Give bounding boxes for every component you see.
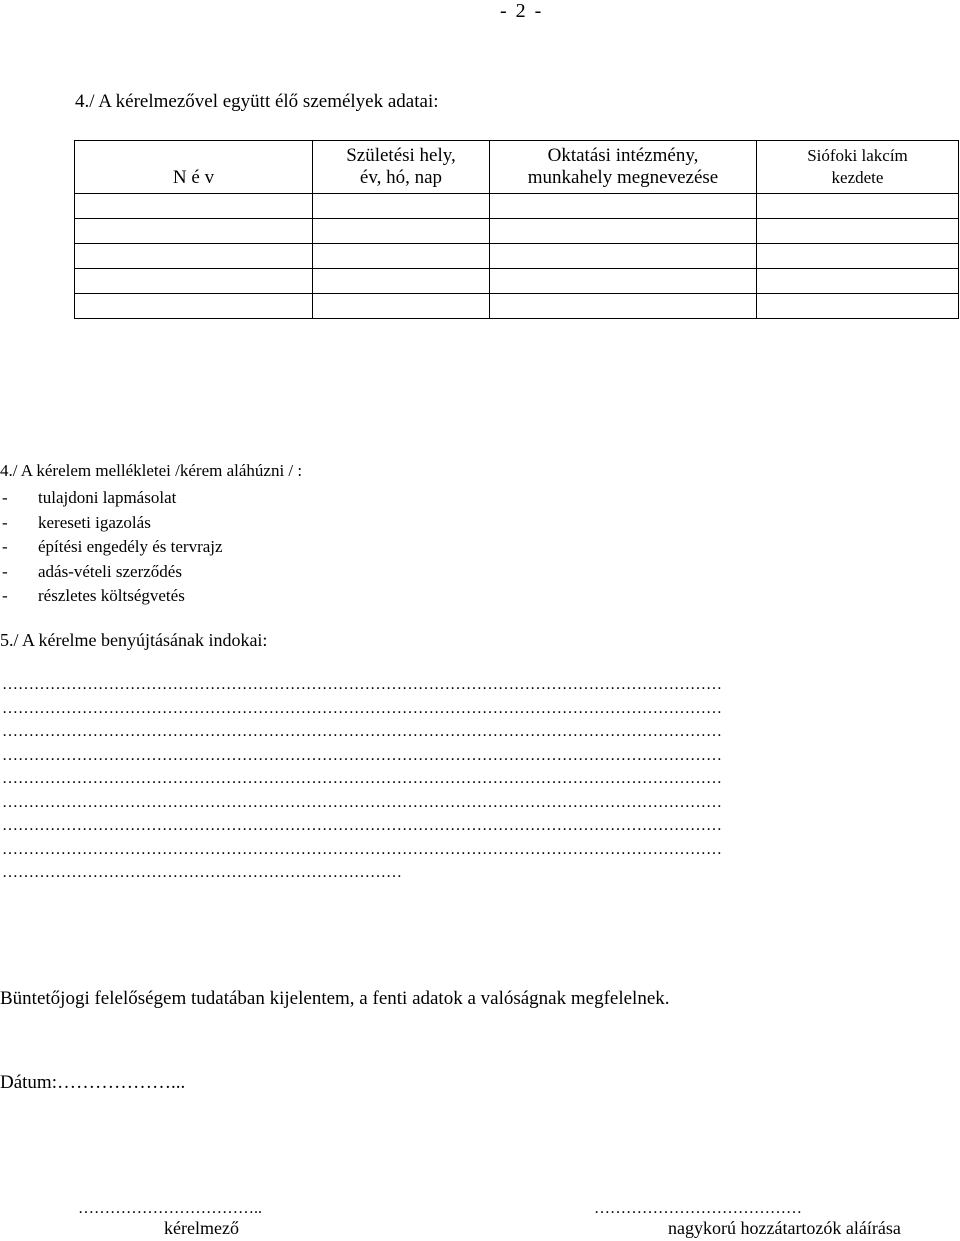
list-item-text: tulajdoni lapmásolat	[38, 488, 177, 507]
table-cell[interactable]	[757, 219, 959, 244]
list-item-text: építési engedély és tervrajz	[38, 537, 223, 556]
table-cell[interactable]	[75, 294, 313, 319]
table-cell[interactable]	[490, 269, 757, 294]
dotted-line[interactable]: …………………………………………………………………	[2, 864, 402, 881]
table-row	[75, 219, 959, 244]
dotted-line[interactable]: ………………………………………………………………………………………………………………………	[2, 699, 722, 717]
applicant-label: kérelmező	[164, 1218, 239, 1238]
table-cell[interactable]	[490, 219, 757, 244]
list-item[interactable]	[0, 584, 223, 609]
table-row	[75, 294, 959, 319]
list-item-text: adás-vételi szerződés	[38, 561, 182, 581]
table-cell[interactable]	[313, 194, 490, 219]
section-4a-title: 4./ A kérelmezővel együtt élő személyek adatai:	[75, 91, 439, 112]
table-row	[75, 269, 959, 294]
table-cell[interactable]	[490, 194, 757, 219]
dotted-line[interactable]: ………………………………………………………………………………………………………………………	[2, 676, 722, 693]
dotted-line[interactable]: ………………………………………………………………………………………………………………………	[2, 770, 722, 787]
section-4b-title: 4./ A kérelem mellékletei /kérem aláhúzni / :	[0, 461, 303, 480]
relatives-signature-line: …………………………………	[594, 1200, 802, 1217]
list-bullet: -	[2, 561, 8, 581]
applicant-signature-line: ……………………………..	[78, 1200, 262, 1217]
table-cell[interactable]	[313, 269, 490, 294]
table-row	[75, 244, 959, 269]
table-cell[interactable]	[490, 294, 757, 319]
list-bullet: -	[2, 512, 8, 532]
list-item-text: kereseti igazolás	[38, 512, 151, 532]
list-item[interactable]	[0, 511, 223, 536]
dotted-line[interactable]: ………………………………………………………………………………………………………………………	[2, 817, 722, 834]
list-item[interactable]	[0, 535, 223, 560]
table-cell[interactable]	[313, 219, 490, 244]
table-cell[interactable]	[757, 194, 959, 219]
dotted-line[interactable]: ………………………………………………………………………………………………………………………	[2, 840, 722, 858]
list-bullet: -	[2, 586, 8, 605]
table-cell[interactable]	[757, 269, 959, 294]
list-bullet: -	[2, 488, 8, 507]
header-name: N é v	[75, 141, 313, 194]
section-5-title: 5./ A kérelme benyújtásának indokai:	[0, 630, 268, 650]
table-header-row	[75, 141, 959, 194]
header-address-start: Siófoki lakcím kezdete	[757, 141, 959, 194]
dotted-line[interactable]: ………………………………………………………………………………………………………………………	[2, 793, 722, 811]
table-cell[interactable]	[757, 244, 959, 269]
relatives-label: nagykorú hozzátartozók aláírása	[668, 1218, 901, 1238]
table-row	[75, 194, 959, 219]
table-cell[interactable]	[757, 294, 959, 319]
table-cell[interactable]	[75, 244, 313, 269]
table-cell[interactable]	[75, 194, 313, 219]
dotted-line[interactable]: ………………………………………………………………………………………………………………………	[2, 746, 722, 764]
list-item[interactable]	[0, 486, 223, 511]
table-cell[interactable]	[313, 294, 490, 319]
household-members-table	[74, 140, 959, 319]
table-cell[interactable]	[75, 269, 313, 294]
attachments-list	[0, 486, 223, 609]
page-number: - 2 -	[500, 0, 544, 22]
header-birth: Születési hely, év, hó, nap	[313, 141, 490, 194]
list-item-text: részletes költségvetés	[38, 586, 185, 605]
header-institution: Oktatási intézmény, munkahely megnevezése	[490, 141, 757, 194]
list-bullet: -	[2, 537, 8, 556]
table-cell[interactable]	[75, 219, 313, 244]
list-item[interactable]	[0, 560, 223, 585]
declaration-text: Büntetőjogi felelőségem tudatában kijelentem, a fenti adatok a valóságnak megfelelnek.	[0, 988, 670, 1009]
table-cell[interactable]	[490, 244, 757, 269]
dotted-line[interactable]: ………………………………………………………………………………………………………………………	[2, 723, 722, 740]
date-field: Dátum:………………...	[0, 1072, 186, 1093]
table-cell[interactable]	[313, 244, 490, 269]
